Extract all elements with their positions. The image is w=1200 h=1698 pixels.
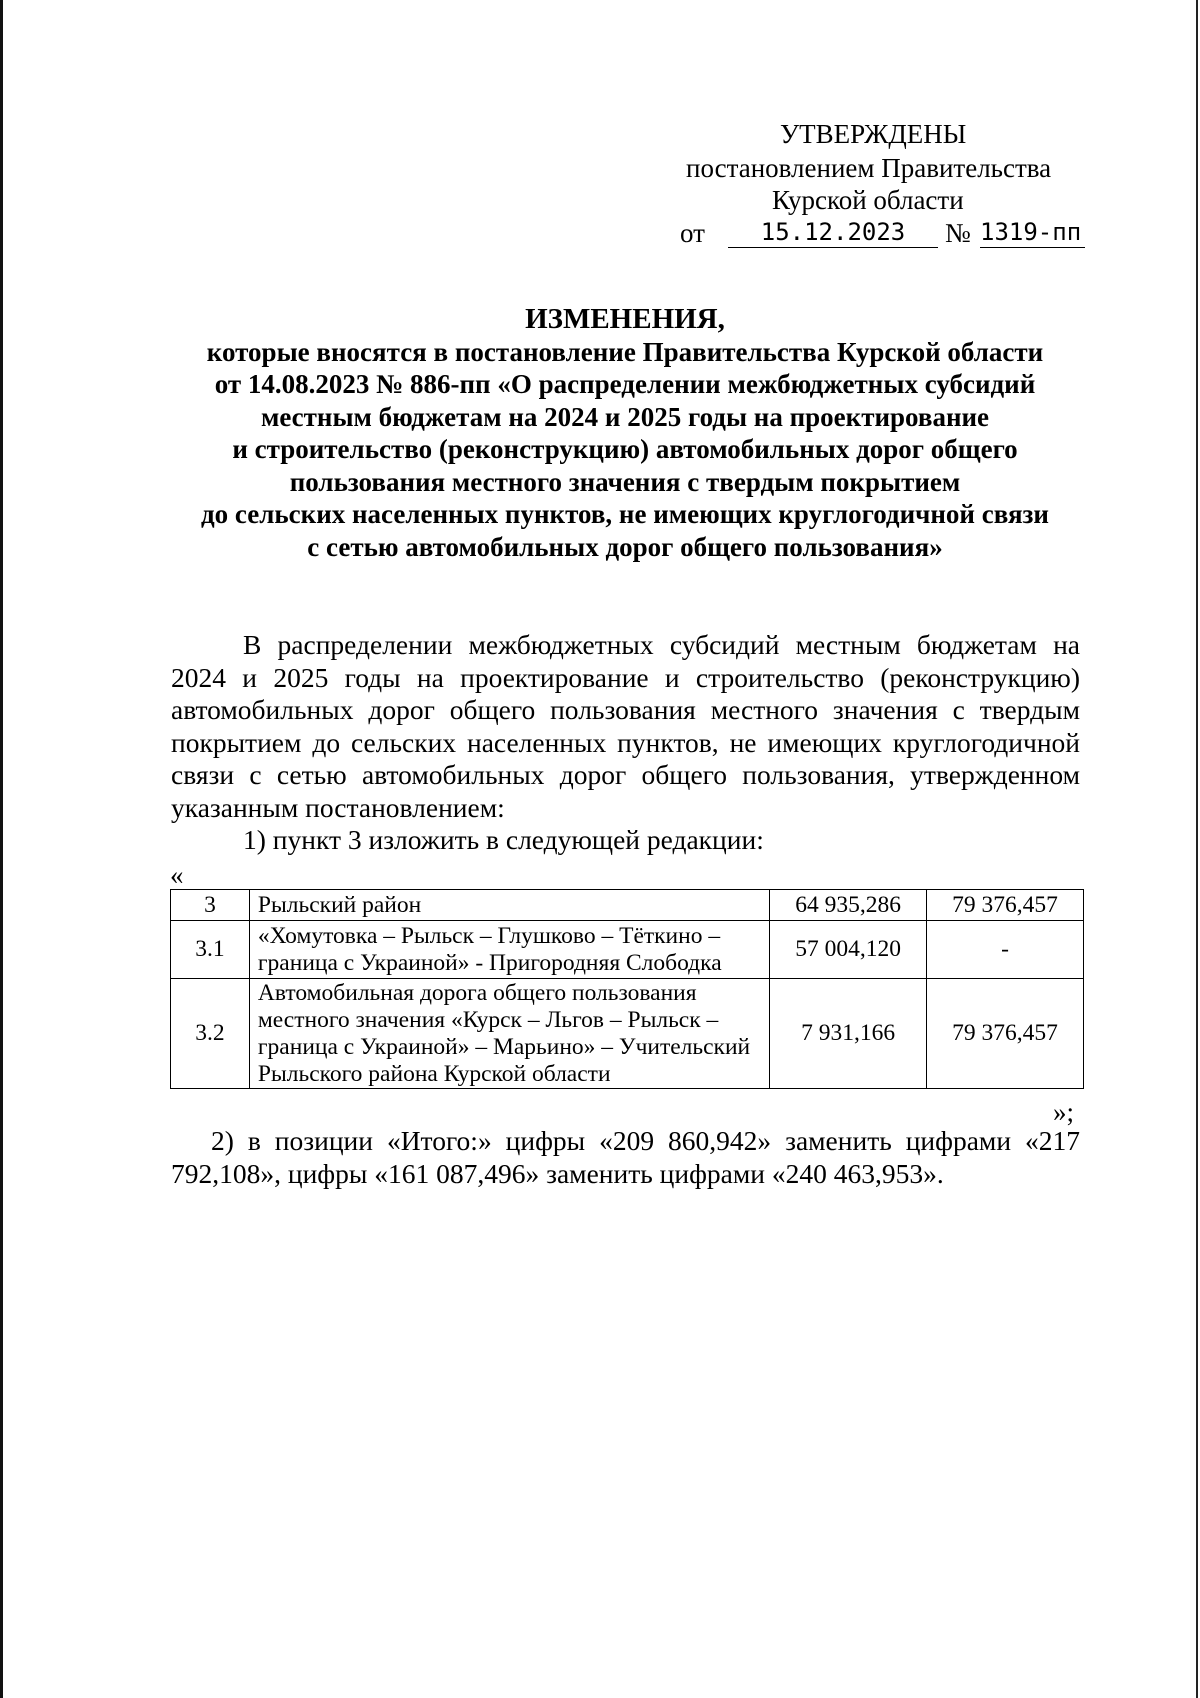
- table-row: [171, 890, 1084, 921]
- intro-paragraph: В распределении межбюджетных субсидий местным бюджетам на 2024 и 2025 годы на проектирование и строительство (реконструкцию) автомобильных дорог общего пользования местного значения с твердым покрытием до сельских населенных пунктов, не имеющих круглогодичной связи с сетью автомобильных дорог общего пользования, утвержденном указанным постановлением:: [171, 629, 1080, 823]
- row-name: «Хомутовка – Рыльск – Глушково – Тёткино – граница с Украиной» - Пригородняя Слободка: [249, 921, 769, 979]
- row-name: Автомобильная дорога общего пользования местного значения «Курск – Льгов – Рыльск – граница с Украиной» – Марьино» – Учительский Рыльского района Курской области: [249, 979, 769, 1089]
- closing-quote: »;: [1053, 1097, 1075, 1127]
- row-number: 3.2: [171, 979, 250, 1089]
- approval-region-line: Курской области: [772, 185, 964, 215]
- scan-left-border: [0, 0, 3, 1698]
- table-row: [171, 921, 1084, 979]
- scan-right-border: [1196, 0, 1198, 1698]
- row-value-2024: 7 931,166: [770, 979, 927, 1089]
- item-2: 2) в позиции «Итого:» цифры «209 860,942» заменить цифрами «217 792,108», цифры «161 087,496» заменить цифрами «240 463,953».: [171, 1125, 1080, 1189]
- document-heading: [130, 303, 1120, 563]
- date-prefix: от: [680, 218, 705, 248]
- row-value-2025: -: [927, 921, 1084, 979]
- row-value-2025: 79 376,457: [927, 979, 1084, 1089]
- heading-line: от 14.08.2023 № 886-пп «О распределении межбюджетных субсидий: [214, 369, 1036, 399]
- approval-date: 15.12.2023: [728, 217, 938, 248]
- row-name: Рыльский район: [249, 890, 769, 921]
- row-value-2024: 64 935,286: [770, 890, 927, 921]
- row-number: 3.1: [171, 921, 250, 979]
- heading-line: которые вносятся в постановление Правительства Курской области: [206, 336, 1044, 367]
- table-row: [171, 979, 1084, 1089]
- document-body-continued: [171, 1124, 1080, 1190]
- document-title: ИЗМЕНЕНИЯ,: [525, 303, 725, 335]
- row-value-2024: 57 004,120: [770, 921, 927, 979]
- row-number: 3: [171, 890, 250, 921]
- heading-line: до сельских населенных пунктов, не имеющих круглогодичной связи: [201, 499, 1049, 529]
- approval-date-row: [680, 217, 1090, 249]
- heading-line: и строительство (реконструкцию) автомобильных дорог общего: [232, 434, 1018, 464]
- opening-quote: «: [170, 860, 184, 890]
- document-body: [171, 629, 1080, 857]
- item-1: 1) пункт 3 изложить в следующей редакции:: [243, 824, 764, 855]
- heading-line: с сетью автомобильных дорог общего пользования»: [307, 531, 943, 562]
- approval-heading: УТВЕРЖДЕНЫ: [780, 119, 967, 149]
- approval-number: 1319-пп: [980, 217, 1085, 248]
- row-value-2025: 79 376,457: [927, 890, 1084, 921]
- number-prefix: №: [945, 218, 971, 248]
- changes-table: [170, 889, 1084, 1089]
- heading-line: пользования местного значения с твердым покрытием: [289, 466, 961, 497]
- heading-line: местным бюджетам на 2024 и 2025 годы на проектирование: [260, 401, 990, 432]
- approval-by-line: постановлением Правительства: [686, 153, 1052, 183]
